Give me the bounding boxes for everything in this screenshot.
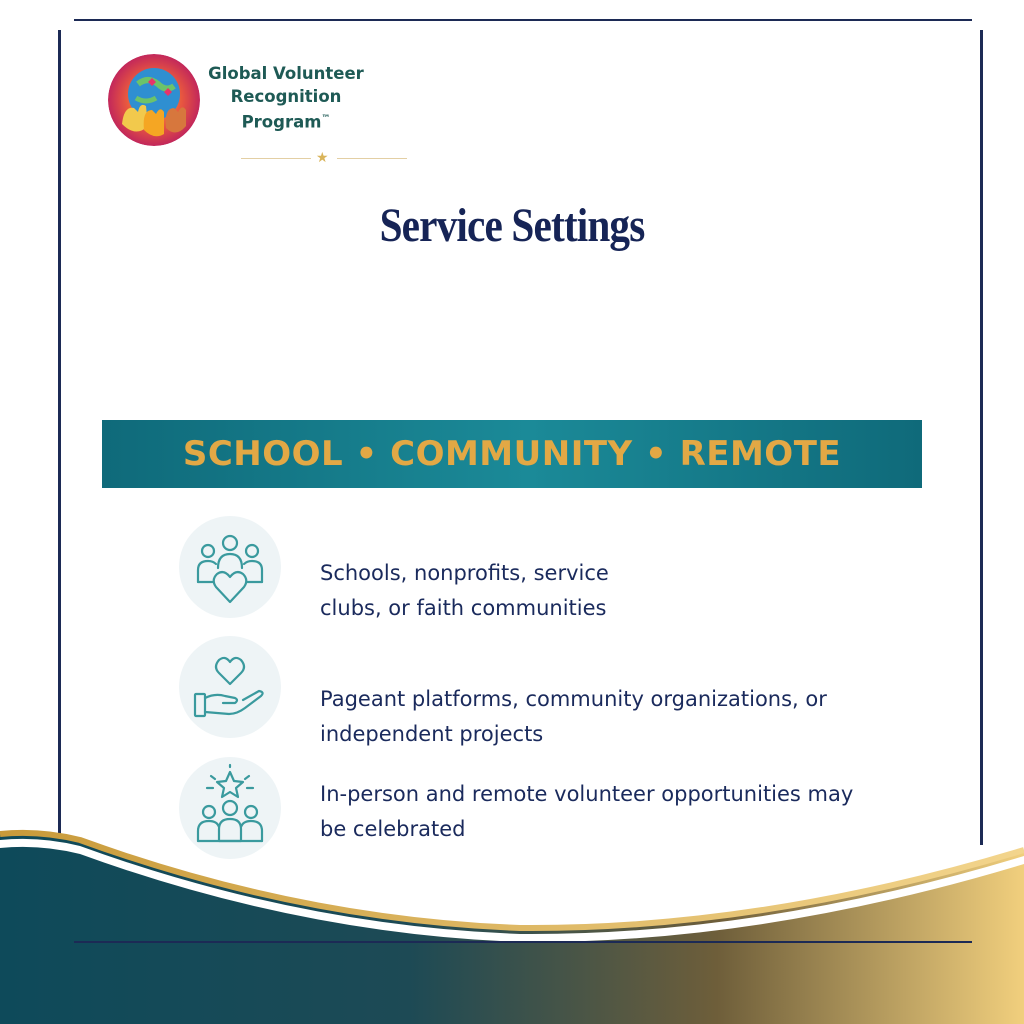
page-title: Service Settings <box>379 199 645 252</box>
brand-line-2: Recognition <box>230 87 342 106</box>
frame-left-rule <box>58 30 61 845</box>
ornament-divider <box>241 150 407 166</box>
hand-heart-icon <box>179 636 281 738</box>
brand-line-3-text: Program <box>241 112 322 132</box>
brand-line-3 <box>198 108 374 134</box>
brand-line-1: Global Volunteer <box>208 64 364 83</box>
people-heart-icon <box>179 516 281 618</box>
settings-banner <box>102 420 922 488</box>
setting-item-pageant: Pageant platforms, community organizations, or independent projects <box>320 687 827 746</box>
setting-item-remote: In-person and remote volunteer opportunities may be celebrated <box>320 782 854 841</box>
frame-right-rule <box>980 30 983 845</box>
star-icon: ★ <box>316 150 329 166</box>
banner-text: SCHOOL • COMMUNITY • REMOTE <box>182 434 842 474</box>
divider-line-left <box>241 158 311 159</box>
decorative-wave <box>0 820 1024 1024</box>
frame-top-rule <box>74 19 972 21</box>
frame-bottom-rule <box>74 941 972 943</box>
divider-line-right <box>337 158 407 159</box>
setting-item-schools: Schools, nonprofits, service clubs, or faith communities <box>320 561 609 620</box>
trademark-mark: ™ <box>321 114 331 124</box>
globe-hands-heart-icon <box>108 54 200 146</box>
brand-name <box>198 62 374 134</box>
